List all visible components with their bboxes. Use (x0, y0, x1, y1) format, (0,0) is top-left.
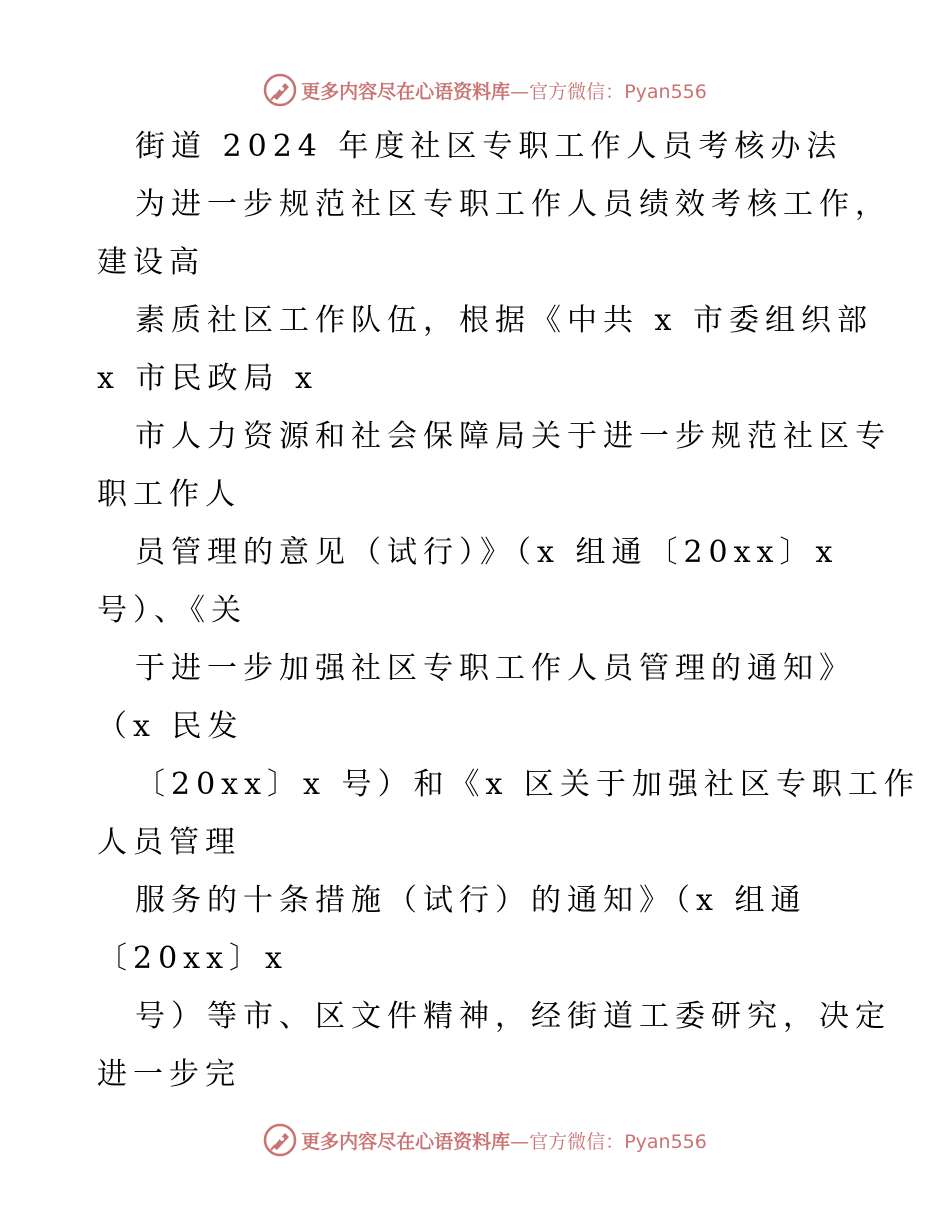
watermark-wechat-id: Pyan556 (624, 80, 707, 103)
paragraph-line: 〔20xx〕x (97, 941, 288, 976)
watermark-group (263, 73, 707, 107)
paragraph-line: 建设高 (97, 245, 205, 280)
watermark-text (301, 77, 707, 104)
watermark-site-name: 更多内容尽在心语资料库 (301, 1130, 511, 1153)
paragraph-line: 号）等市、区文件精神，经街道工委研究，决定 (135, 999, 891, 1034)
watermark-dash: — (510, 80, 530, 103)
paragraph-line: 进一步完 (97, 1057, 241, 1092)
watermark-site-name: 更多内容尽在心语资料库 (301, 80, 511, 103)
watermark-dash: — (510, 1130, 530, 1153)
document-title: 街道 2024 年度社区专职工作人员考核办法 (135, 129, 843, 164)
pen-nib-logo-icon (263, 73, 297, 107)
pen-nib-logo-icon (263, 1123, 297, 1157)
watermark-group (263, 1123, 707, 1157)
paragraph-line: 号）、《关 (97, 593, 247, 628)
paragraph-line: 职工作人 (97, 477, 241, 512)
header-watermark-banner (0, 70, 950, 110)
paragraph-line: 素质社区工作队伍，根据《中共 x 市委组织部 (135, 303, 873, 338)
paragraph-line: 服务的十条措施（试行）的通知》（x 组通 (135, 883, 807, 918)
watermark-wechat-id: Pyan556 (624, 1130, 707, 1153)
paragraph-line: 于进一步加强社区专职工作人员管理的通知》 (135, 651, 855, 686)
paragraph-line: 员管理的意见（试行）》（x 组通〔20xx〕x (135, 535, 839, 570)
footer-watermark-banner (0, 1120, 950, 1160)
watermark-wechat-label: 官方微信： (529, 80, 625, 103)
paragraph-line: 市人力资源和社会保障局关于进一步规范社区专 (135, 419, 891, 454)
watermark-wechat-label: 官方微信： (529, 1130, 625, 1153)
paragraph-line: x 市民政局 x (97, 361, 318, 396)
paragraph-line: 〔20xx〕x 号）和《x 区关于加强社区专职工作 (135, 767, 920, 802)
paragraph-line: 为进一步规范社区专职工作人员绩效考核工作， (135, 187, 891, 222)
paragraph-line: 人员管理 (97, 825, 241, 860)
watermark-text (301, 1127, 707, 1154)
paragraph-line: （x 民发 (97, 709, 244, 744)
